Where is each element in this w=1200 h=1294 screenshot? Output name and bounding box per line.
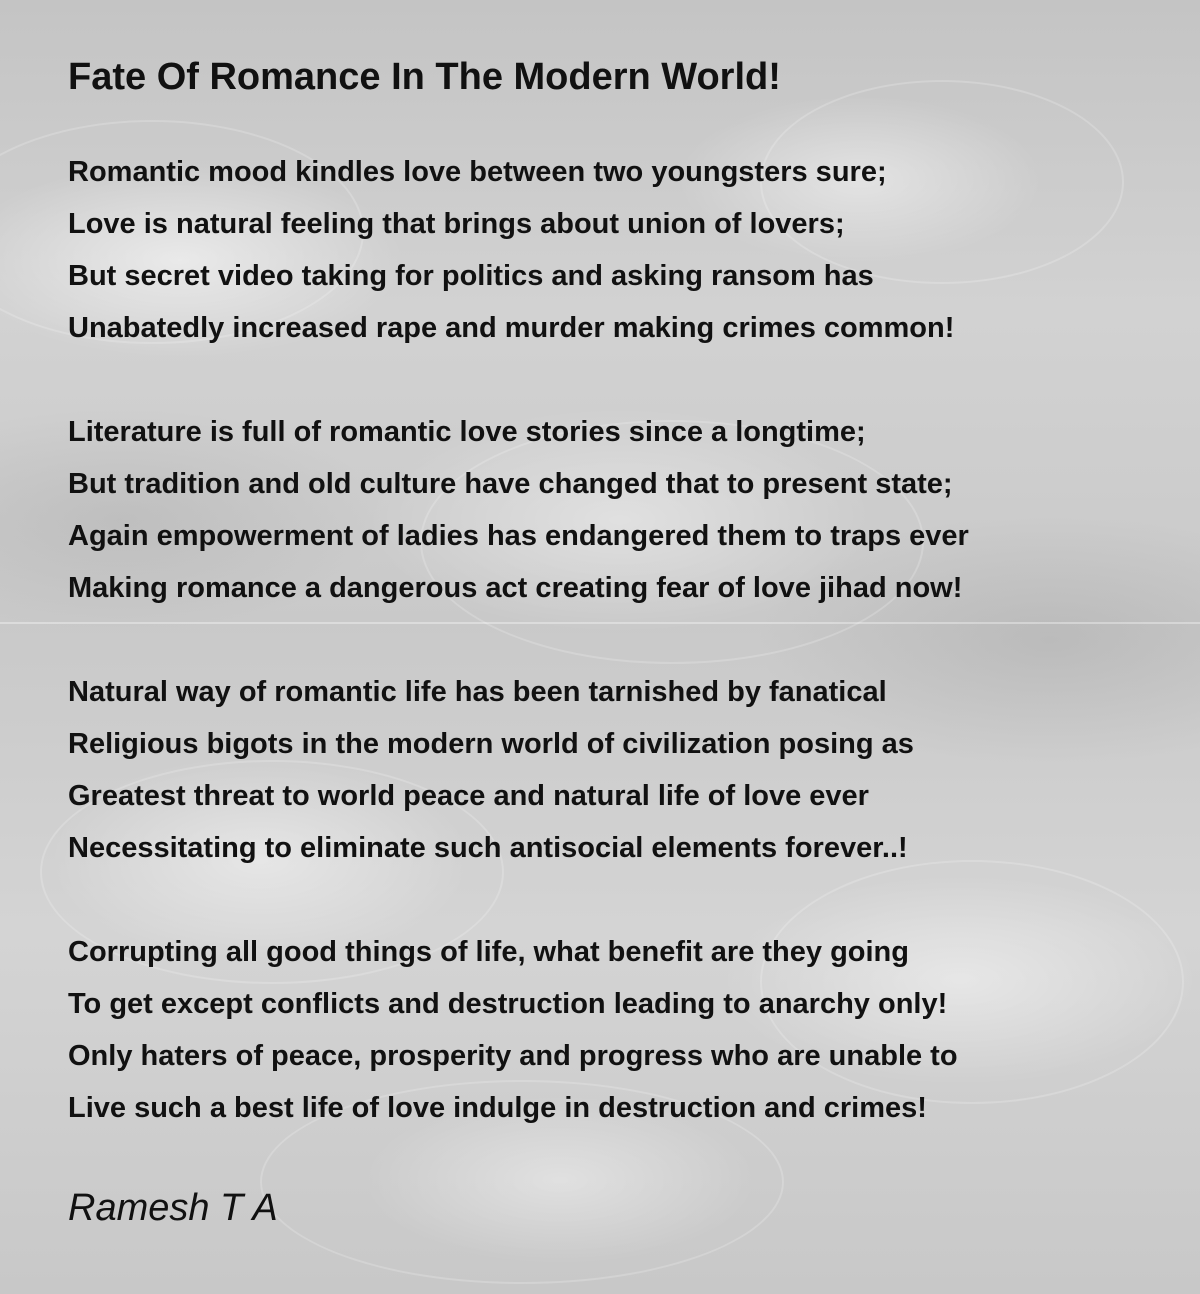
poem-line: But tradition and old culture have changed that to present state; [68,468,953,500]
poem-title: Fate Of Romance In The Modern World! [68,56,781,98]
poem-line: Literature is full of romantic love stories since a longtime; [68,416,866,448]
poem-line: Only haters of peace, prosperity and progress who are unable to [68,1040,958,1072]
poem-line: Love is natural feeling that brings about union of lovers; [68,208,845,240]
poem-card [68,54,1148,1230]
poem-line: Religious bigots in the modern world of civilization posing as [68,728,914,760]
poem-line: Greatest threat to world peace and natural life of love ever [68,780,869,812]
poem-line: Natural way of romantic life has been tarnished by fanatical [68,676,887,708]
poem-line: Live such a best life of love indulge in destruction and crimes! [68,1092,927,1124]
stanza-3 [68,666,1148,874]
poem-line: Corrupting all good things of life, what benefit are they going [68,936,909,968]
stanza-2 [68,406,1148,614]
poem-line: Making romance a dangerous act creating fear of love jihad now! [68,572,963,604]
stanza-4 [68,926,1148,1134]
poem-line: But secret video taking for politics and asking ransom has [68,260,874,292]
poem-line: Necessitating to eliminate such antisocial elements forever..! [68,832,908,864]
poem-author: Ramesh T A [68,1187,278,1229]
poem-line: Unabatedly increased rape and murder making crimes common! [68,312,955,344]
poem-line: To get except conflicts and destruction leading to anarchy only! [68,988,948,1020]
poem-line: Again empowerment of ladies has endangered them to traps ever [68,520,969,552]
stanza-1 [68,146,1148,354]
poem-line: Romantic mood kindles love between two youngsters sure; [68,156,887,188]
